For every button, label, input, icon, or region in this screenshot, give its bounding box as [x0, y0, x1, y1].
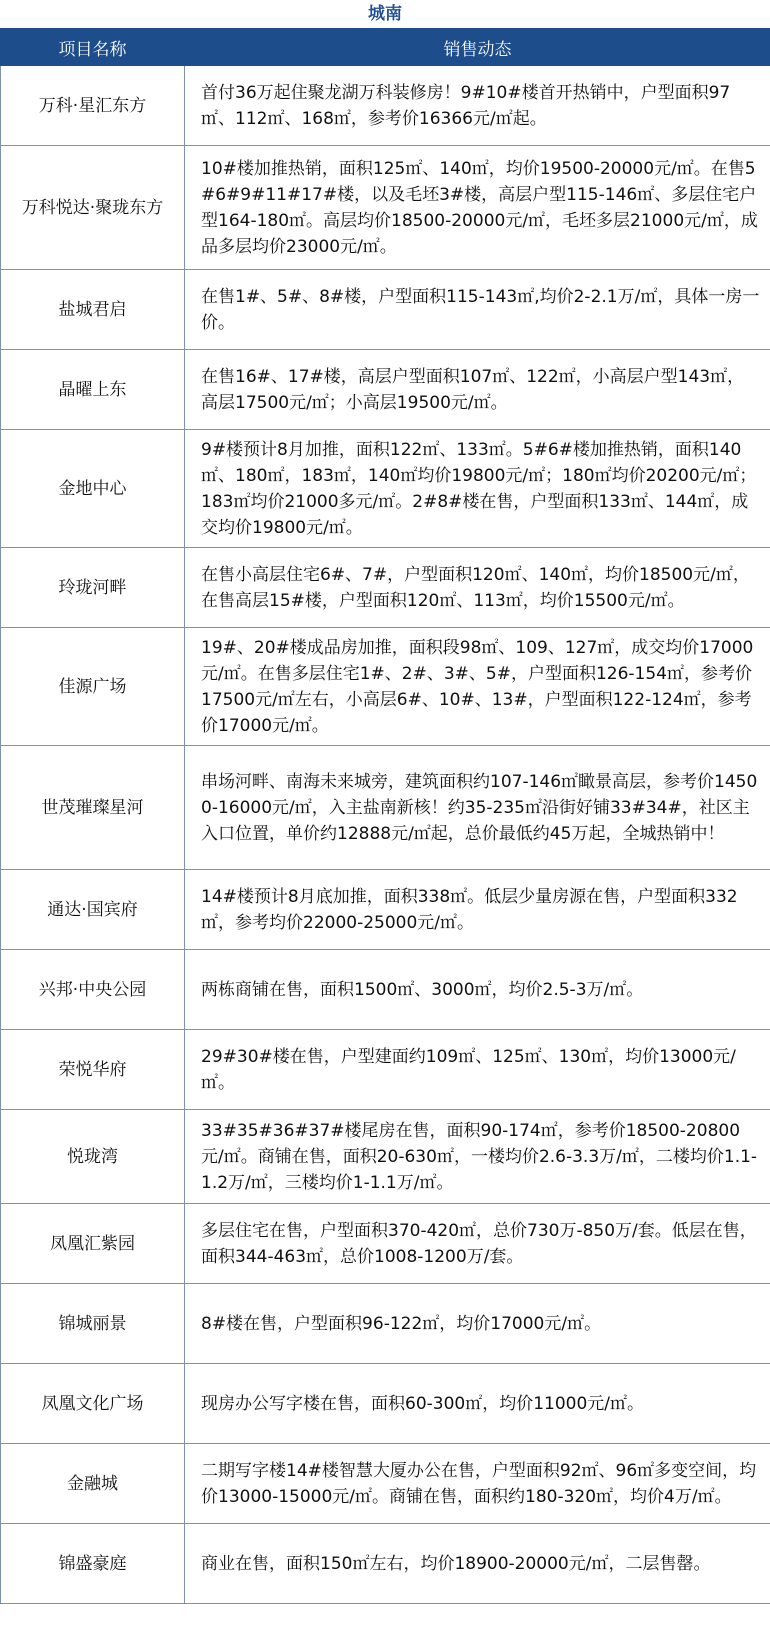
project-name: 金地中心 — [1, 430, 185, 548]
table-row — [1, 1204, 770, 1284]
sales-dynamics: 29#30#楼在售，户型建面约109㎡、125㎡、130㎡，均价13000元/㎡。 — [185, 1030, 770, 1110]
project-name: 兴邦·中央公园 — [1, 950, 185, 1030]
sales-dynamics: 33#35#36#37#楼尾房在售，面积90-174㎡，参考价18500-20800元/㎡。商铺在售，面积20-630㎡，一楼均价2.6-3.3万/㎡，二楼均价1.1-1.2万/㎡，三楼均价1-1.1万/㎡。 — [185, 1110, 770, 1204]
column-header-sales-dynamics: 销售动态 — [185, 29, 770, 66]
project-name: 晶曜上东 — [1, 350, 185, 430]
table-row — [1, 628, 770, 746]
sales-dynamics: 在售小高层住宅6#、7#，户型面积120㎡、140㎡，均价18500元/㎡，在售高层15#楼，户型面积120㎡、113㎡，均价15500元/㎡。 — [185, 548, 770, 628]
table-row — [1, 548, 770, 628]
table-row — [1, 746, 770, 870]
table-header-row — [1, 29, 770, 66]
sales-dynamics: 串场河畔、南海未来城旁，建筑面积约107-146㎡瞰景高层，参考价14500-16000元/㎡，入主盐南新核！约35-235㎡沿街好铺33#34#，社区主入口位置，单价约12888元/㎡起，总价最低约45万起，全城热销中！ — [185, 746, 770, 870]
sales-dynamics: 14#楼预计8月底加推，面积338㎡。低层少量房源在售，户型面积332㎡，参考均价22000-25000元/㎡。 — [185, 870, 770, 950]
project-name: 锦城丽景 — [1, 1284, 185, 1364]
sales-table — [0, 28, 770, 1604]
project-name: 万科悦达·聚珑东方 — [1, 146, 185, 270]
table-row — [1, 66, 770, 146]
table-row — [1, 1284, 770, 1364]
project-name: 凤凰汇紫园 — [1, 1204, 185, 1284]
project-name: 锦盛豪庭 — [1, 1524, 185, 1604]
table-row — [1, 950, 770, 1030]
project-name: 世茂璀璨星河 — [1, 746, 185, 870]
sales-dynamics: 首付36万起住聚龙湖万科装修房！9#10#楼首开热销中，户型面积97㎡、112㎡、168㎡，参考价16366元/㎡起。 — [185, 66, 770, 146]
sales-dynamics: 10#楼加推热销，面积125㎡、140㎡，均价19500-20000元/㎡。在售5#6#9#11#17#楼，以及毛坯3#楼，高层户型115-146㎡、多层住宅户型164-180㎡。高层均价18500-20000元/㎡，毛坯多层21000元/㎡，成品多层均价23000元/㎡。 — [185, 146, 770, 270]
project-name: 凤凰文化广场 — [1, 1364, 185, 1444]
region-title: 城南 — [368, 4, 402, 24]
table-row — [1, 870, 770, 950]
table-row — [1, 350, 770, 430]
project-name: 悦珑湾 — [1, 1110, 185, 1204]
table-row — [1, 430, 770, 548]
project-name: 佳源广场 — [1, 628, 185, 746]
table-row — [1, 270, 770, 350]
project-name: 金融城 — [1, 1444, 185, 1524]
table-row — [1, 146, 770, 270]
table-row — [1, 1524, 770, 1604]
sales-dynamics: 9#楼预计8月加推，面积122㎡、133㎡。5#6#楼加推热销，面积140㎡、180㎡，183㎡，140㎡均价19800元/㎡；180㎡均价20200元/㎡；183㎡均价21000多元/㎡。2#8#楼在售，户型面积133㎡、144㎡，成交均价19800元/㎡。 — [185, 430, 770, 548]
sales-dynamics: 二期写字楼14#楼智慧大厦办公在售，户型面积92㎡、96㎡多变空间，均价13000-15000元/㎡。商铺在售，面积约180-320㎡，均价4万/㎡。 — [185, 1444, 770, 1524]
table-row — [1, 1364, 770, 1444]
project-name: 玲珑河畔 — [1, 548, 185, 628]
sales-dynamics: 多层住宅在售，户型面积370-420㎡，总价730万-850万/套。低层在售，面积344-463㎡，总价1008-1200万/套。 — [185, 1204, 770, 1284]
sales-dynamics: 商业在售，面积150㎡左右，均价18900-20000元/㎡，二层售罄。 — [185, 1524, 770, 1604]
sales-dynamics: 在售16#、17#楼，高层户型面积107㎡、122㎡，小高层户型143㎡，高层17500元/㎡；小高层19500元/㎡。 — [185, 350, 770, 430]
project-name: 万科·星汇东方 — [1, 66, 185, 146]
project-name: 通达·国宾府 — [1, 870, 185, 950]
sales-dynamics: 在售1#、5#、8#楼，户型面积115-143㎡,均价2-2.1万/㎡，具体一房一价。 — [185, 270, 770, 350]
project-name: 荣悦华府 — [1, 1030, 185, 1110]
sales-dynamics: 现房办公写字楼在售，面积60-300㎡，均价11000元/㎡。 — [185, 1364, 770, 1444]
project-name: 盐城君启 — [1, 270, 185, 350]
table-row — [1, 1030, 770, 1110]
column-header-project-name: 项目名称 — [1, 29, 185, 66]
sales-dynamics: 19#、20#楼成品房加推，面积段98㎡、109、127㎡，成交均价17000元/㎡。在售多层住宅1#、2#、3#、5#，户型面积126-154㎡，参考价17500元/㎡左右，小高层6#、10#、13#，户型面积122-124㎡，参考价17000元/㎡。 — [185, 628, 770, 746]
sales-dynamics: 两栋商铺在售，面积1500㎡、3000㎡，均价2.5-3万/㎡。 — [185, 950, 770, 1030]
table-row — [1, 1110, 770, 1204]
table-row — [1, 1444, 770, 1524]
sales-dynamics: 8#楼在售，户型面积96-122㎡，均价17000元/㎡。 — [185, 1284, 770, 1364]
